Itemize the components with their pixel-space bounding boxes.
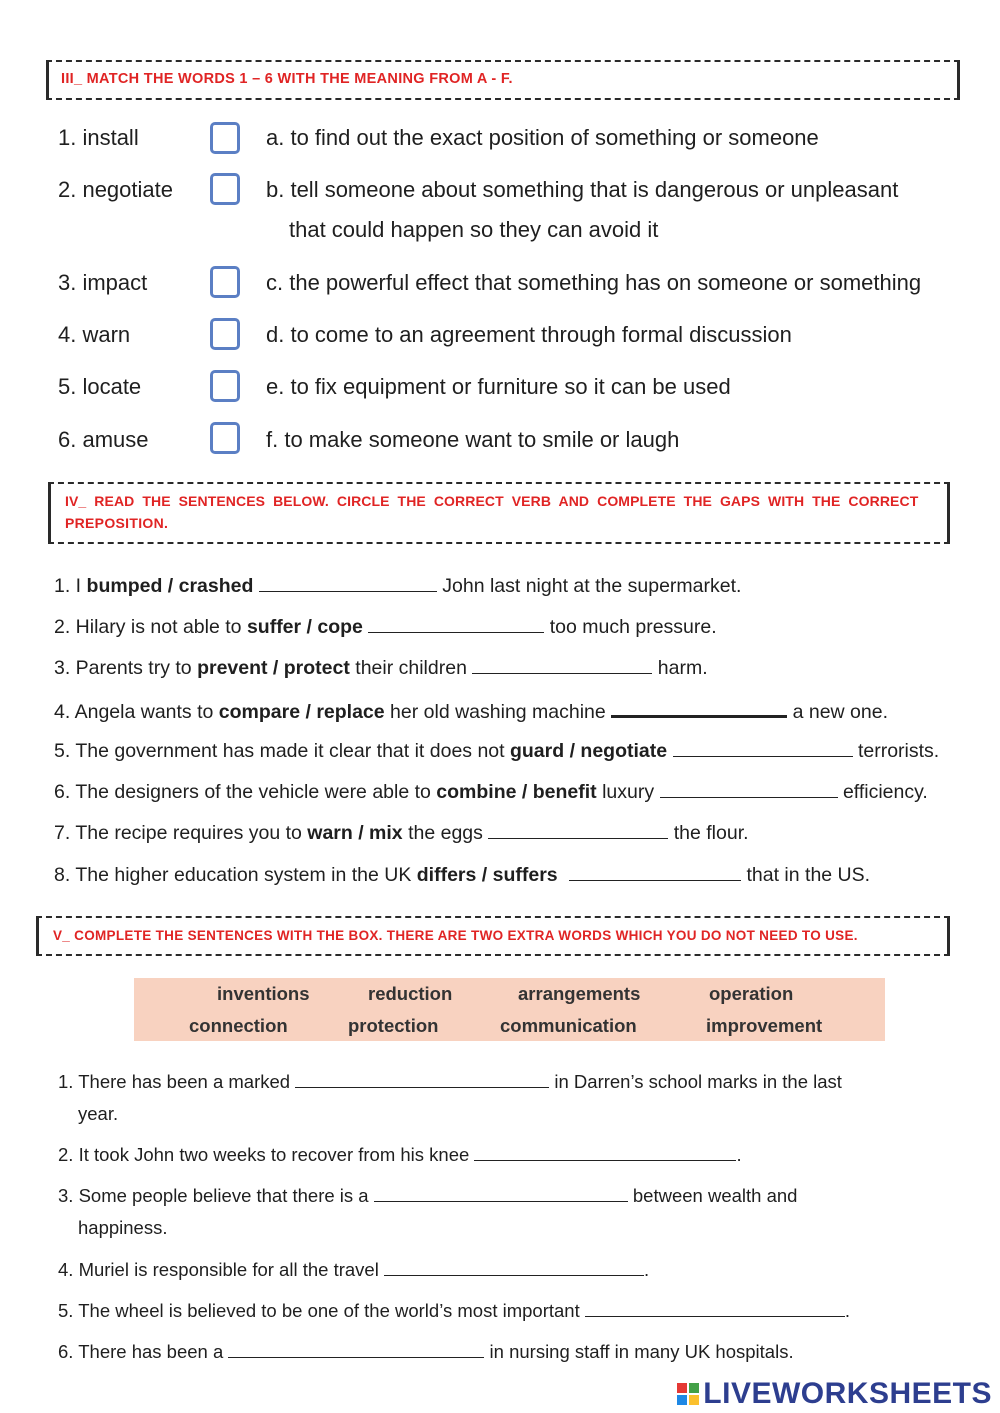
match-word-6: 6. amuse <box>58 427 149 452</box>
word-box-item: inventions <box>217 983 310 1004</box>
gap-7[interactable] <box>488 820 668 839</box>
liveworksheets-logo[interactable] <box>677 1377 992 1411</box>
verb-choice-8[interactable]: differs / suffers <box>416 864 558 886</box>
section-4-header <box>48 482 950 544</box>
section-4-header-line-2: PREPOSITION. <box>65 515 169 531</box>
verb-choice-5[interactable]: guard / negotiate <box>509 740 668 762</box>
definition-a: a. to find out the exact position of something or someone <box>266 125 819 150</box>
brand-name: LIVEWORKSHEETS <box>703 1377 992 1410</box>
word-box-item: protection <box>348 1015 439 1036</box>
s5-sentence-6: 6. There has been a in nursing staff in many UK hospitals. <box>58 1341 794 1362</box>
section-3-header-text: III_ MATCH THE WORDS 1 – 6 WITH THE MEANING FROM A - F. <box>61 71 513 87</box>
s4-sentence-5: 5. The government has made it clear that it does not guard / negotiate terrorists. <box>54 740 940 762</box>
verb-choice-7[interactable]: warn / mix <box>307 822 403 844</box>
answer-box-1[interactable] <box>210 122 240 154</box>
definition-d: d. to come to an agreement through formal discussion <box>266 322 792 347</box>
answer-box-3[interactable] <box>210 266 240 298</box>
gap-8[interactable] <box>569 862 741 881</box>
s5-sentence-1: 1. There has been a marked in Darren’s school marks in the last year. <box>58 1071 842 1124</box>
gap-4[interactable] <box>611 697 787 718</box>
definition-f: f. to make someone want to smile or laugh <box>266 427 680 452</box>
s5-gap-1[interactable] <box>295 1069 549 1088</box>
liveworksheets-grid-icon <box>677 1383 699 1405</box>
match-word-3: 3. impact <box>58 270 148 295</box>
definition-b: b. tell someone about something that is dangerous or unpleasant <box>266 177 899 202</box>
verb-choice-6[interactable]: combine / benefit <box>436 781 597 803</box>
s4-sentence-1: 1. I bumped / crashed John last night at the supermarket. <box>54 575 742 597</box>
match-word-4: 4. warn <box>58 322 131 347</box>
word-box-item: arrangements <box>518 983 641 1004</box>
s5-sentence-5: 5. The wheel is believed to be one of the world’s most important . <box>58 1300 851 1321</box>
s4-sentence-4: 4. Angela wants to compare / replace her old washing machine a new one. <box>54 697 888 724</box>
s5-gap-4[interactable] <box>384 1257 644 1276</box>
verb-choice-1[interactable]: bumped / crashed <box>86 575 254 597</box>
s4-sentence-3: 3. Parents try to prevent / protect their children harm. <box>54 657 708 679</box>
definition-b-continued: that could happen so they can avoid it <box>289 217 659 242</box>
word-box-item: reduction <box>368 983 453 1004</box>
section-5-header <box>36 916 950 956</box>
match-word-1: 1. install <box>58 125 139 150</box>
section-4-header-line-1: IV_ READ THE SENTENCES BELOW. CIRCLE THE CORRECT VERB AND COMPLETE THE GAPS WITH THE CORRECT <box>65 493 919 509</box>
gap-3[interactable] <box>472 655 652 674</box>
section-5-header-text: V_ COMPLETE THE SENTENCES WITH THE BOX. THERE ARE TWO EXTRA WORDS WHICH YOU DO NOT NEED TO USE. <box>53 928 858 943</box>
answer-box-4[interactable] <box>210 318 240 350</box>
s5-sentence-4: 4. Muriel is responsible for all the travel . <box>58 1259 650 1280</box>
s4-sentence-2: 2. Hilary is not able to suffer / cope too much pressure. <box>54 616 717 638</box>
verb-choice-4[interactable]: compare / replace <box>218 701 385 723</box>
definition-c: c. the powerful effect that something has on someone or something <box>266 270 922 295</box>
word-box-item: operation <box>709 983 794 1004</box>
answer-box-6[interactable] <box>210 422 240 454</box>
s4-sentence-6: 6. The designers of the vehicle were able to combine / benefit luxury efficiency. <box>54 781 928 803</box>
gap-6[interactable] <box>660 779 838 798</box>
s5-gap-6[interactable] <box>228 1339 484 1358</box>
verb-choice-2[interactable]: suffer / cope <box>246 616 363 638</box>
s5-gap-3[interactable] <box>374 1183 628 1202</box>
s5-gap-2[interactable] <box>474 1142 736 1161</box>
s4-sentence-7: 7. The recipe requires you to warn / mix the eggs the flour. <box>54 822 749 844</box>
s5-gap-5[interactable] <box>585 1298 845 1317</box>
word-box-item: connection <box>189 1015 288 1036</box>
word-box-item: communication <box>500 1015 637 1036</box>
word-box <box>134 978 885 1041</box>
section-3-header <box>46 60 960 100</box>
gap-1[interactable] <box>259 573 437 592</box>
s4-sentence-8: 8. The higher education system in the UK differs / suffers that in the US. <box>54 864 871 886</box>
answer-box-5[interactable] <box>210 370 240 402</box>
s5-sentence-2: 2. It took John two weeks to recover from his knee . <box>58 1144 742 1165</box>
gap-5[interactable] <box>673 738 853 757</box>
definition-e: e. to fix equipment or furniture so it can be used <box>266 374 731 399</box>
match-word-5: 5. locate <box>58 374 142 399</box>
s5-sentence-3: 3. Some people believe that there is a between wealth and happiness. <box>58 1185 798 1238</box>
verb-choice-3[interactable]: prevent / protect <box>197 657 350 679</box>
word-box-item: improvement <box>706 1015 823 1036</box>
answer-box-2[interactable] <box>210 173 240 205</box>
gap-2[interactable] <box>368 614 544 633</box>
match-word-2: 2. negotiate <box>58 177 173 202</box>
